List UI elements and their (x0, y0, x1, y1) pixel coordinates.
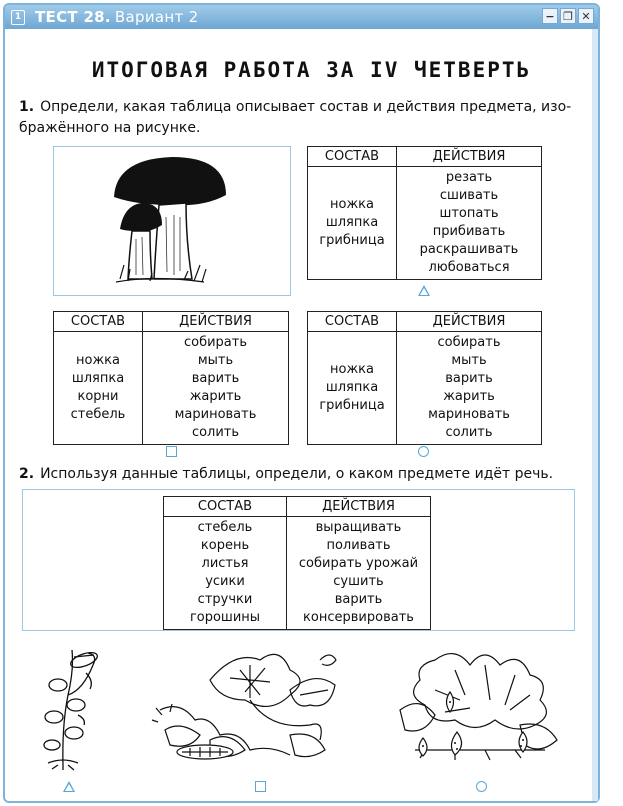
title-bar (5, 5, 598, 29)
composition-item: грибница (319, 233, 385, 248)
action-item: варить (191, 371, 240, 386)
action-item: жарить (443, 389, 495, 404)
table-option-square (53, 311, 289, 445)
action-item: солить (191, 425, 240, 440)
composition-cell (308, 167, 397, 280)
action-item: солить (445, 425, 493, 440)
composition-item: шляпка (71, 371, 125, 386)
header-composition: СОСТАВ (164, 497, 287, 517)
action-item: штопать (439, 206, 499, 221)
test-title: ТЕСТ 28. (35, 8, 111, 26)
action-item: собирать (183, 335, 248, 350)
composition-item: листья (201, 556, 249, 571)
composition-item: усики (205, 574, 245, 589)
composition-item: шляпка (325, 380, 379, 395)
header-actions: ДЕЙСТВИЯ (397, 312, 542, 332)
action-item: варить (334, 592, 383, 607)
action-item: поливать (326, 538, 391, 553)
page-title: ИТОГОВАЯ РАБОТА ЗА IV ЧЕТВЕРТЬ (91, 58, 532, 82)
scrollbar[interactable] (592, 29, 598, 801)
composition-item: стебель (197, 520, 253, 535)
header-actions: ДЕЙСТВИЯ (397, 147, 542, 167)
question-2-table (163, 496, 431, 630)
cucumber-plant-icon (150, 640, 345, 765)
header-actions: ДЕЙСТВИЯ (287, 497, 431, 517)
question-2-number: 2. (19, 466, 35, 482)
header-composition: СОСТАВ (54, 312, 143, 332)
question-2-text: Используя данные таблицы, определи, о каком предмете идёт речь. (40, 466, 554, 482)
actions-cell (143, 332, 289, 445)
table-option-triangle (307, 146, 542, 280)
question-1 (19, 97, 584, 139)
action-item: собирать урожай (298, 556, 419, 571)
answer-square-marker[interactable] (166, 446, 177, 457)
answer-triangle-marker[interactable] (418, 285, 430, 296)
picture-circle-marker[interactable] (476, 781, 487, 792)
table-option-circle (307, 311, 542, 445)
action-item: сушить (333, 574, 384, 589)
composition-item: ножка (76, 353, 120, 368)
composition-item: стручки (197, 592, 253, 607)
action-item: выращивать (315, 520, 402, 535)
close-icon[interactable]: ✕ (578, 8, 594, 24)
composition-cell (164, 517, 287, 630)
pea-plant-icon (38, 645, 118, 770)
action-item: мыть (451, 353, 487, 368)
test-number-icon: 1 (11, 10, 25, 25)
window-controls (542, 8, 594, 24)
action-item: собирать (437, 335, 501, 350)
action-item: резать (445, 170, 493, 185)
mushroom-picture-frame (53, 146, 291, 296)
composition-item: шляпка (325, 215, 379, 230)
action-item: мыть (197, 353, 234, 368)
action-item: варить (445, 371, 493, 386)
picture-triangle-marker[interactable] (63, 781, 75, 792)
header-composition: СОСТАВ (308, 312, 397, 332)
question-1-text-line1: Определи, какая таблица описывает состав и действия предмета, изо- (40, 99, 572, 115)
action-item: жарить (189, 389, 242, 404)
picture-square-marker[interactable] (255, 781, 266, 792)
composition-item: грибница (319, 398, 385, 413)
actions-cell (287, 517, 431, 630)
minimize-icon[interactable]: − (542, 8, 558, 24)
action-item: любоваться (428, 260, 510, 275)
action-item: консервировать (303, 610, 414, 625)
composition-item: корень (200, 538, 250, 553)
composition-item: стебель (70, 407, 126, 422)
composition-item: ножка (330, 362, 374, 377)
answer-circle-marker[interactable] (418, 446, 429, 457)
composition-item: корни (77, 389, 119, 404)
action-item: мариновать (174, 407, 257, 422)
composition-cell (54, 332, 143, 445)
variant-label: Вариант 2 (114, 8, 199, 26)
composition-item: горошины (189, 610, 261, 625)
actions-cell (397, 167, 542, 280)
window-title (35, 7, 198, 27)
question-2 (19, 464, 584, 485)
action-item: мариновать (428, 407, 510, 422)
composition-item: ножка (330, 197, 374, 212)
header-composition: СОСТАВ (308, 147, 397, 167)
restore-icon[interactable]: ❐ (560, 8, 576, 24)
question-1-number: 1. (19, 99, 35, 115)
action-item: сшивать (439, 188, 499, 203)
actions-cell (397, 332, 542, 445)
mushroom-icon (54, 147, 292, 297)
action-item: раскрашивать (419, 242, 519, 257)
header-actions: ДЕЙСТВИЯ (143, 312, 289, 332)
action-item: прибивать (432, 224, 506, 239)
strawberry-plant-icon (395, 640, 565, 765)
composition-cell (308, 332, 397, 445)
question-1-text-line2: бражённого на рисунке. (19, 120, 201, 136)
